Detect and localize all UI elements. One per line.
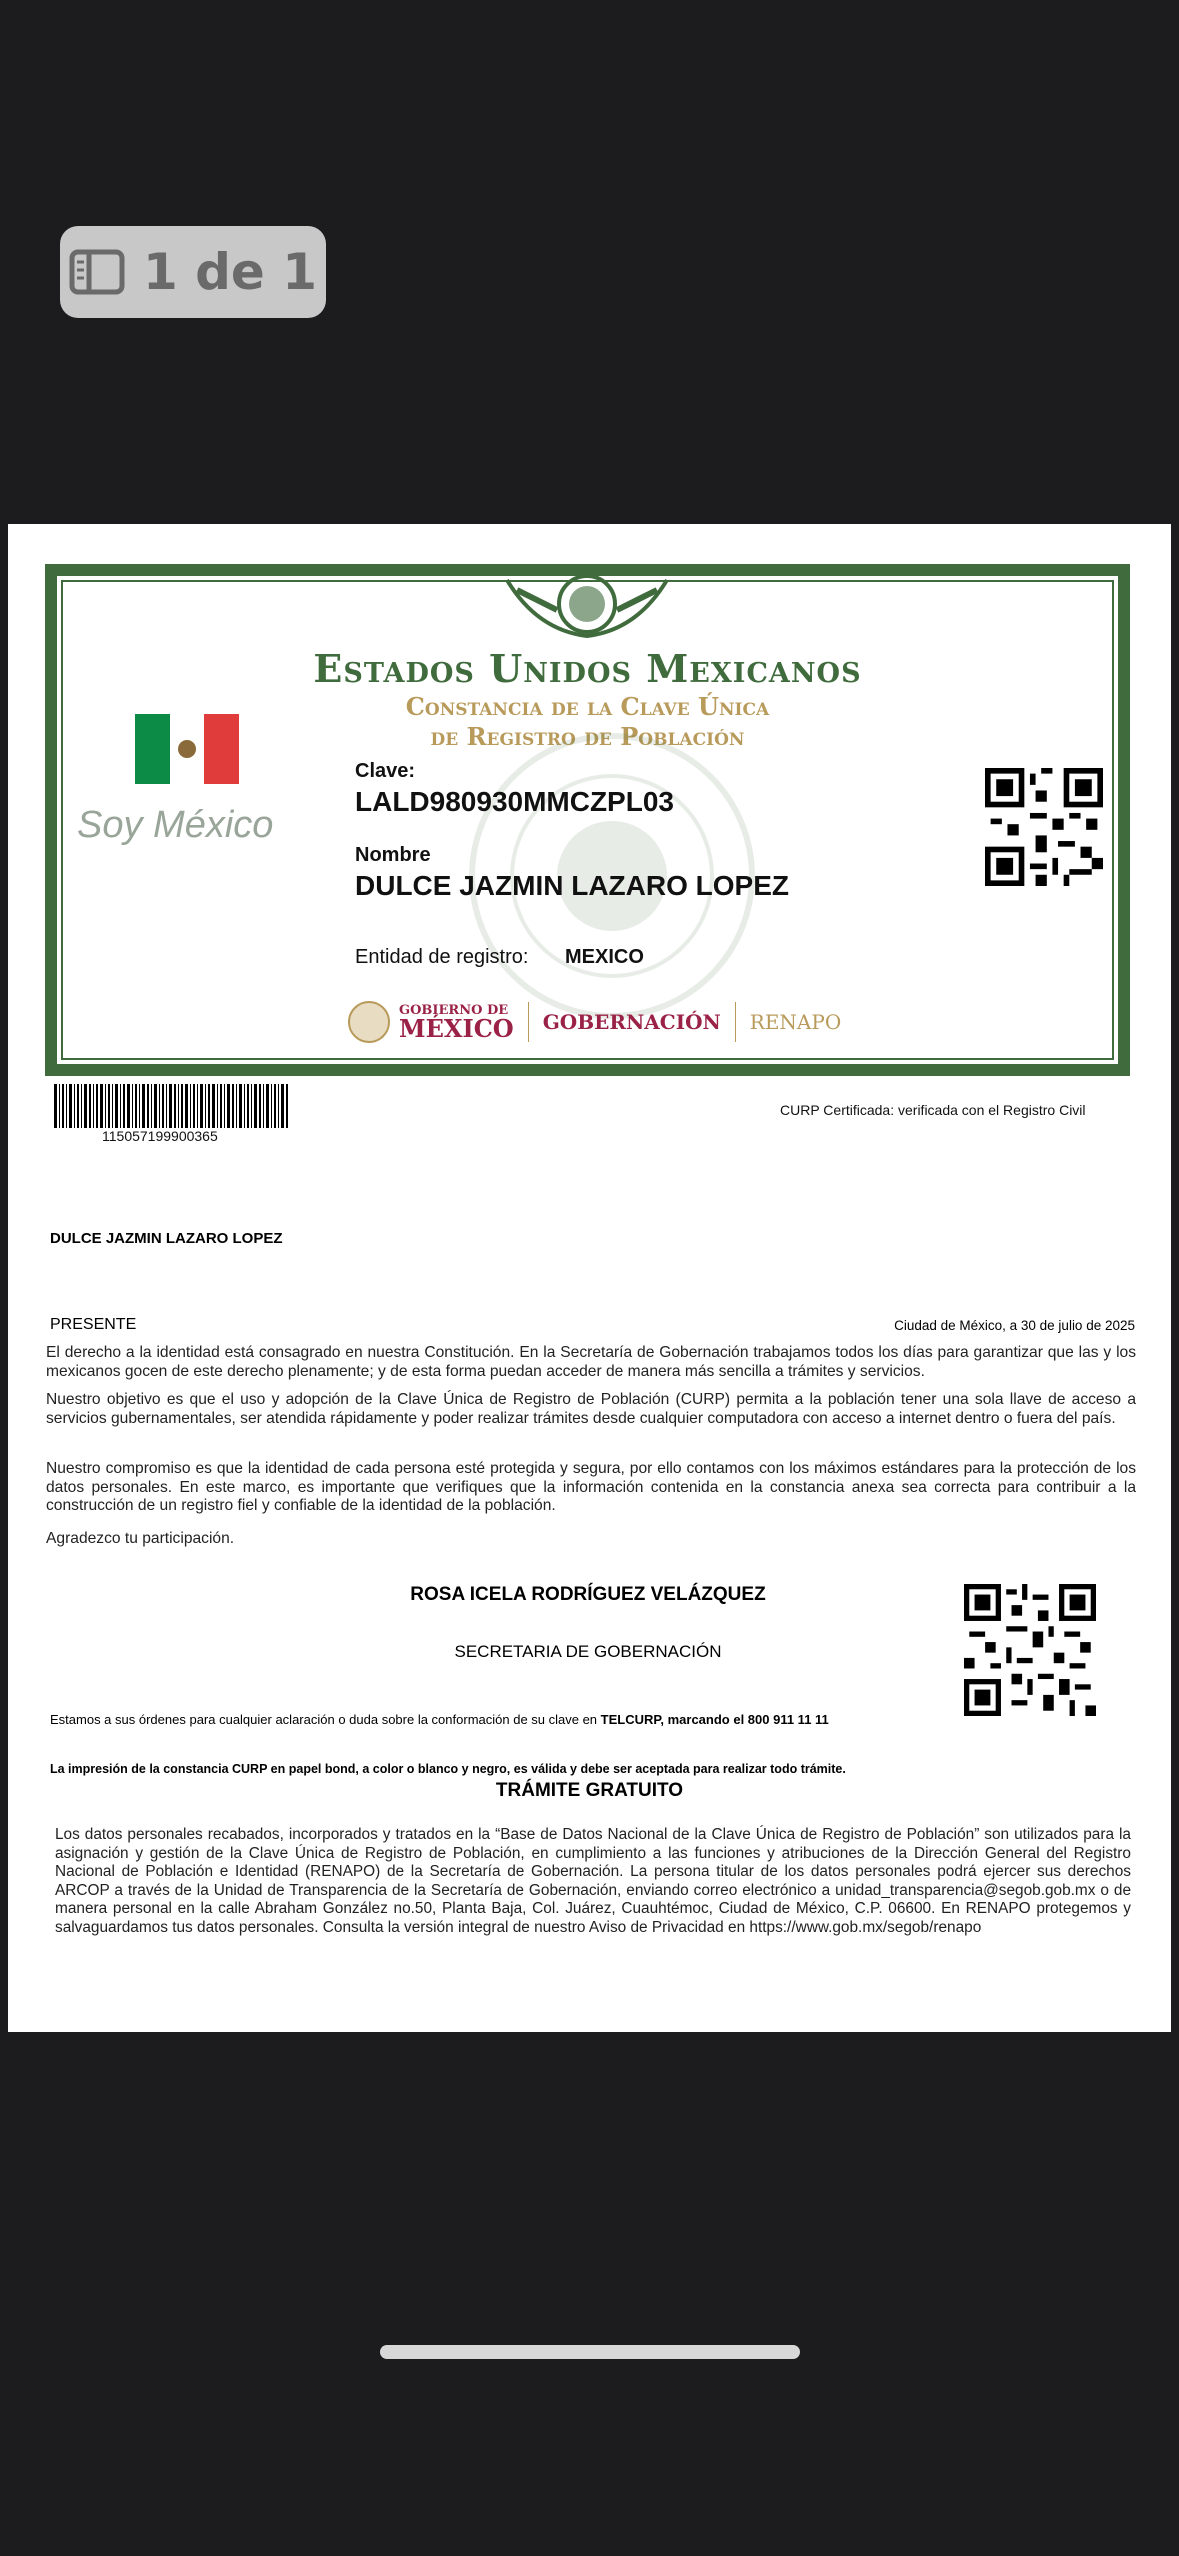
page-indicator-label: 1 de 1 [142, 243, 318, 301]
entidad-value: MEXICO [565, 946, 644, 968]
clave-value: LALD980930MMCZPL03 [355, 786, 674, 817]
letter-paragraph-1: El derecho a la identidad está consagrado en nuestra Constitución. En la Secretaría de Gobernación trabajamos todos los días para garantizar que las y los mexicanos gocen de este derecho plenamente; y de esta forma puedan acceder de manera más sencilla a trámites y servicios. [46, 1344, 1136, 1380]
gobierno-seal-icon [347, 1000, 391, 1044]
letter-presente: PRESENTE [50, 1316, 137, 1333]
print-note: La impresión de la constancia CURP en papel bond, a color o blanco y negro, es válida y debe ser aceptada para realizar todo trámite. [50, 1762, 846, 1776]
tramite-gratuito: TRÁMITE GRATUITO [495, 1780, 684, 1801]
certificate-subtitle-1: Constancia de la Clave Única [405, 692, 770, 721]
contact-telcurp: TELCURP, marcando el 800 911 11 11 [600, 1712, 829, 1727]
entidad-label: Entidad de registro: [355, 946, 529, 968]
letter-paragraph-2: Nuestro objetivo es que el uso y adopción de la Clave Única de Registro de Población (CURP) permita a la población tener una sola llave de acceso a servicios gubernamentales, ser atendida rápidamente y poder realizar trámites desde cualquier computadora con acceso a internet dentro o fuera del país. [46, 1391, 1136, 1427]
logo-gobernacion: GOBERNACIÓN [542, 1010, 721, 1034]
certificate-title: Estados Unidos Mexicanos [313, 646, 862, 691]
barcode-number: 115057199900365 [102, 1128, 218, 1144]
letter-recipient: DULCE JAZMIN LAZARO LOPEZ [50, 1230, 283, 1247]
government-logos [347, 994, 841, 1050]
letter-paragraph-3: Nuestro compromiso es que la identidad de cada persona esté protegida y segura, por ello contamos con los máximos estándares para la protección de los datos personales. En este marco, es importante que verifiques que la información contenida en la constancia anexa sea correcta para contribuir a la construcción de un registro fiel y confiable de la identidad de la población. [46, 1460, 1136, 1514]
clave-label: Clave: [355, 760, 416, 782]
page-indicator[interactable] [60, 226, 326, 318]
eagle-emblem-icon [497, 570, 677, 648]
verification-note: CURP Certificada: verificada con el Registro Civil [780, 1102, 1086, 1118]
home-indicator[interactable] [380, 2345, 800, 2359]
signer-title: SECRETARIA DE GOBERNACIÓN [454, 1642, 722, 1661]
logo-gobierno-line2: MÉXICO [399, 1013, 514, 1043]
signer-name: ROSA ICELA RODRÍGUEZ VELÁZQUEZ [410, 1584, 766, 1605]
document-page[interactable] [8, 524, 1171, 2032]
mexican-flag-icon [135, 714, 239, 784]
nombre-value: DULCE JAZMIN LAZARO LOPEZ [355, 870, 789, 901]
logo-renapo: RENAPO [749, 1010, 842, 1034]
certificate-subtitle-2: de Registro de Población [430, 722, 745, 751]
qr-code-secondary-icon [964, 1584, 1096, 1716]
logo-gobierno-line1: GOBIERNO DE [399, 1002, 509, 1018]
contact-prefix: Estamos a sus órdenes para cualquier aclaración o duda sobre la conformación de su clave en [50, 1712, 601, 1727]
soy-mexico-slogan: Soy México [77, 804, 274, 846]
curp-certificate [45, 564, 1130, 1076]
contact-line [50, 1712, 829, 1727]
sidebar-icon [69, 249, 125, 295]
letter-place-date: Ciudad de México, a 30 de julio de 2025 [894, 1318, 1135, 1333]
privacy-notice: Los datos personales recabados, incorporados y tratados en la “Base de Datos Nacional de la Clave Única de Registro de Población” son utilizados para la asignación y gestión de la Clave Única de Registro de Población, en cumplimiento a las funciones y atribuciones de la Dirección General del Registro Nacional de Población e Identidad (RENAPO) de la Secretaría de Gobernación. La persona titular de los datos personales podrá ejercer sus derechos ARCOP a través de la Unidad de Transparencia de la Secretaría de Gobernación, enviando correo electrónico a unidad_transparencia@segob.gob.mx o de manera personal en la calle Abraham González no.50, Planta Baja, Col. Juárez, Cuauhtémoc, Ciudad de México, C.P. 06600. En RENAPO protegemos y salvaguardamos tus datos personales. Consulta la versión integral de nuestro Aviso de Privacidad en https://www.gob.mx/segob/renapo [55, 1826, 1131, 1936]
barcode-icon [54, 1084, 288, 1128]
nombre-label: Nombre [355, 844, 431, 866]
letter-thanks: Agradezco tu participación. [46, 1530, 235, 1547]
qr-code-icon [985, 768, 1103, 886]
